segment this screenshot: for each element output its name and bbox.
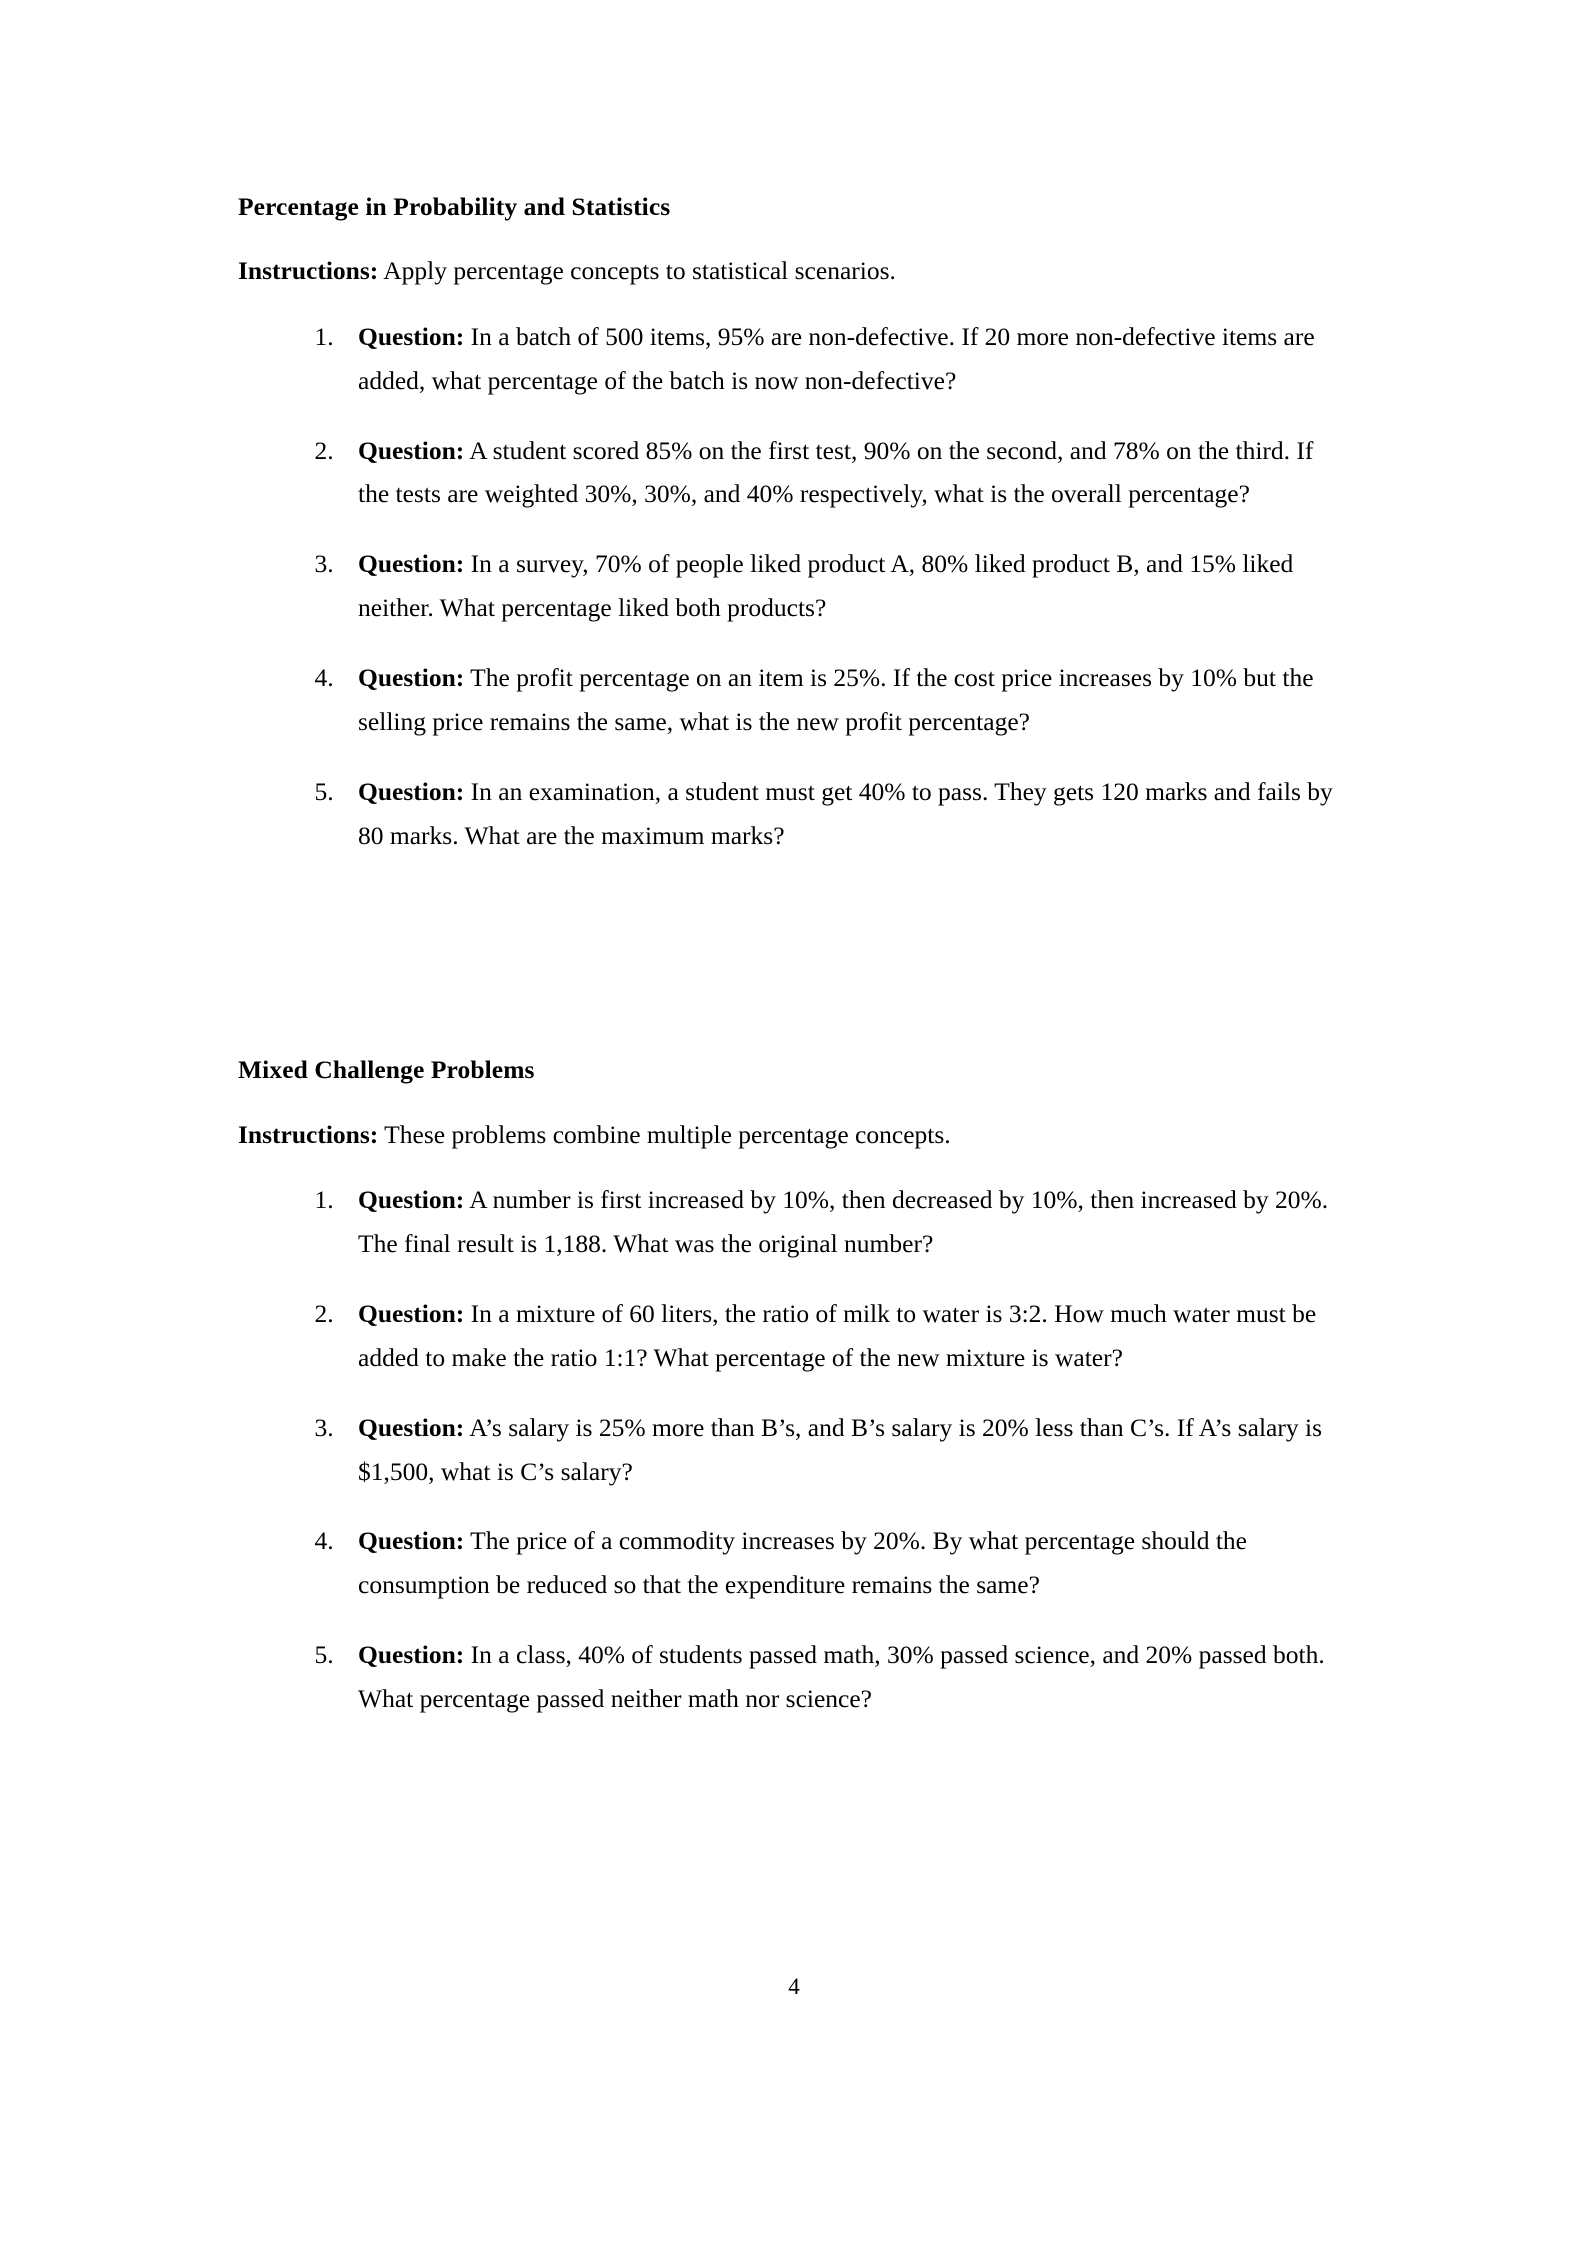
list-item xyxy=(340,656,1348,744)
question-label: Question: xyxy=(358,321,465,351)
question-list xyxy=(238,1178,1348,1721)
instructions-text: Apply percentage concepts to statistical scenarios. xyxy=(378,256,896,286)
list-item xyxy=(340,1519,1348,1607)
question-label: Question: xyxy=(358,776,465,806)
question-label: Question: xyxy=(358,1640,465,1670)
section-spacer xyxy=(238,857,1348,1053)
instructions-label: Instructions: xyxy=(238,256,379,286)
instructions-text: These problems combine multiple percentage concepts. xyxy=(378,1119,951,1149)
question-label: Question: xyxy=(358,1526,465,1556)
list-item xyxy=(340,542,1348,630)
section-instructions xyxy=(238,1118,1348,1152)
question-text: The profit percentage on an item is 25%. If the cost price increases by 10% but the selling price remains the same, what is the new profit percentage? xyxy=(358,663,1314,736)
list-item xyxy=(340,770,1348,858)
question-label: Question: xyxy=(358,435,465,465)
question-list xyxy=(238,315,1348,858)
question-text: In a mixture of 60 liters, the ratio of milk to water is 3:2. How much water must be added to make the ratio 1:1? What percentage of the new mixture is water? xyxy=(358,1299,1317,1372)
section-heading: Percentage in Probability and Statistics xyxy=(238,192,671,221)
section-percentage-probability-statistics xyxy=(238,190,1348,857)
list-item xyxy=(340,1178,1348,1266)
question-label: Question: xyxy=(358,1299,465,1328)
question-text: In a batch of 500 items, 95% are non-defective. If 20 more non-defective items are added, what percentage of the batch is now non-defective? xyxy=(358,321,1315,395)
section-instructions xyxy=(238,254,1348,288)
section-heading: Mixed Challenge Problems xyxy=(238,1055,535,1085)
question-label: Question: xyxy=(358,663,465,692)
question-text: A student scored 85% on the first test, 90% on the second, and 78% on the third. If the tests are weighted 30%, 30%, and 40% respectively, what is the overall percentage? xyxy=(358,435,1314,509)
question-label: Question: xyxy=(358,1412,465,1442)
list-item xyxy=(340,1292,1348,1380)
list-item xyxy=(340,429,1348,517)
section-mixed-challenge-problems xyxy=(238,1053,1348,1720)
instructions-label: Instructions: xyxy=(238,1119,379,1149)
question-text: In a class, 40% of students passed math, 30% passed science, and 20% passed both. What percentage passed neither math nor science? xyxy=(358,1640,1325,1714)
question-label: Question: xyxy=(358,1185,465,1215)
question-text: In a survey, 70% of people liked product A, 80% liked product B, and 15% liked neither. What percentage liked both products? xyxy=(358,549,1294,623)
question-text: A number is first increased by 10%, then decreased by 10%, then increased by 20%. The final result is 1,188. What was the original number? xyxy=(358,1185,1329,1259)
question-text: The price of a commodity increases by 20%. By what percentage should the consumption be reduced so that the expenditure remains the same? xyxy=(358,1526,1247,1600)
list-item xyxy=(340,315,1348,403)
page-number: 4 xyxy=(788,1974,800,1999)
question-text: A’s salary is 25% more than B’s, and B’s salary is 20% less than C’s. If A’s salary is $1,500, what is C’s salary? xyxy=(358,1412,1322,1486)
question-label: Question: xyxy=(358,549,465,579)
list-item xyxy=(340,1406,1348,1494)
question-text: In an examination, a student must get 40% to pass. They gets 120 marks and fails by 80 marks. What are the maximum marks? xyxy=(358,776,1333,850)
list-item xyxy=(340,1633,1348,1721)
page-content xyxy=(238,190,1348,1721)
